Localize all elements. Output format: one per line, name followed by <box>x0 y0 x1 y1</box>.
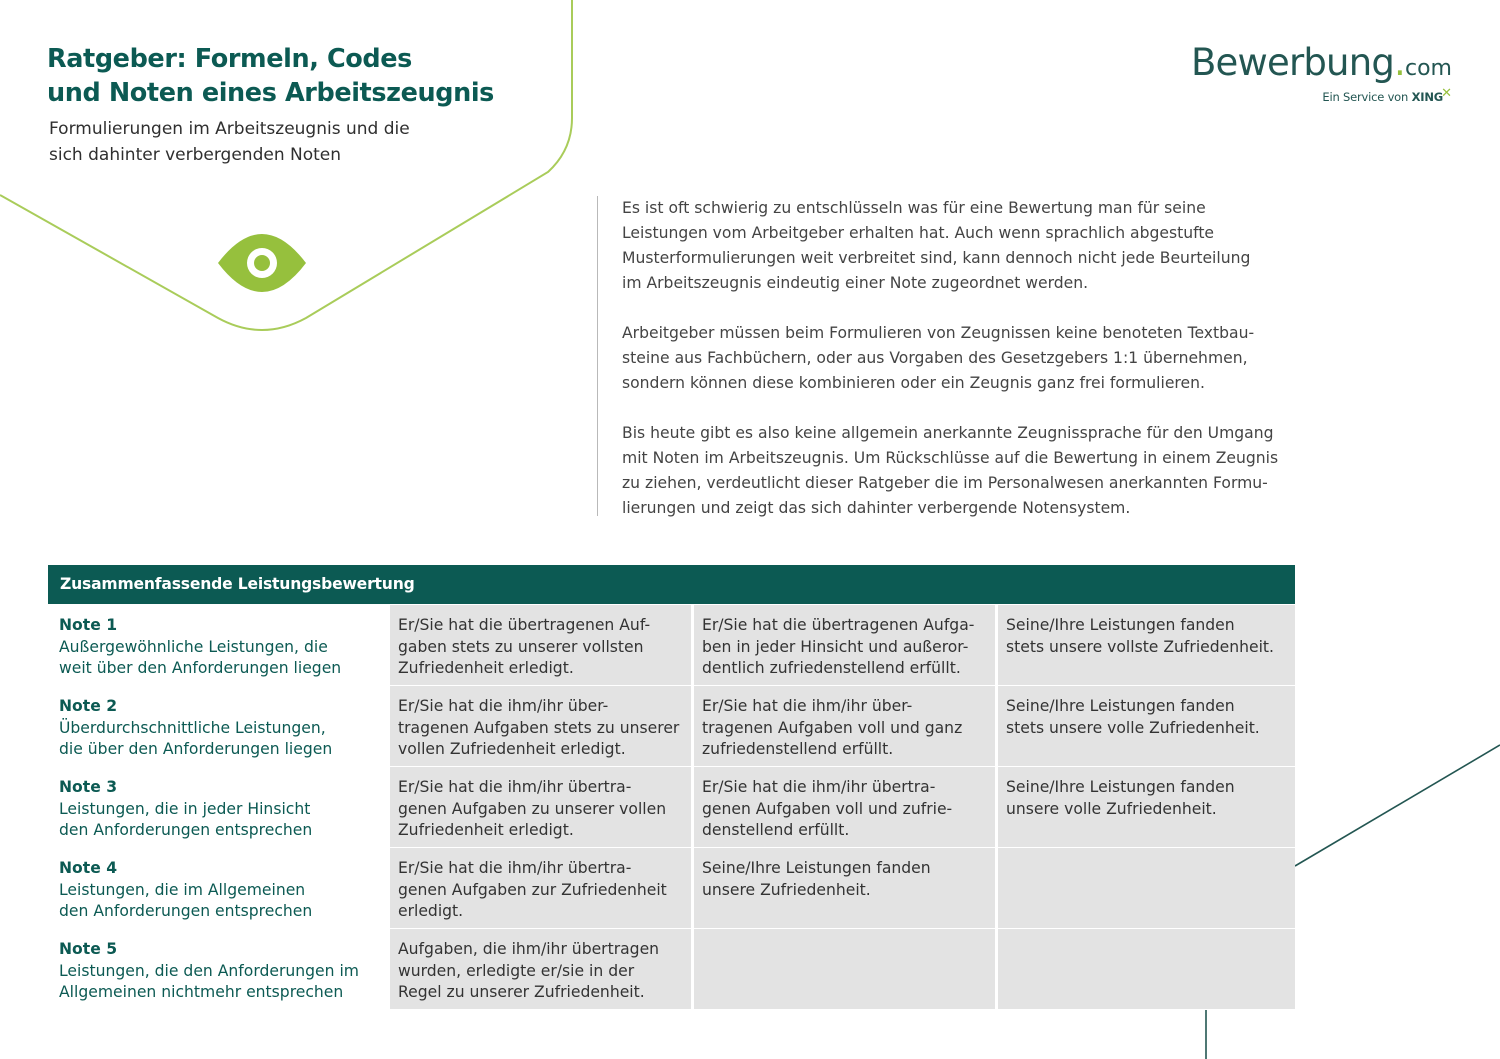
eye-icon <box>218 234 306 292</box>
table-cell: Er/Sie hat die ihm/ihr über- tragenen Aufgaben stets zu unserer vollen Zufriedenheit erledigt. <box>390 686 691 766</box>
table-cell: Seine/Ihre Leistungen fanden stets unsere volle Zufriedenheit. <box>998 686 1295 766</box>
note-title: Note 2 <box>59 697 118 715</box>
logo-name: Bewerbung <box>1190 41 1395 84</box>
table-cell: Er/Sie hat die übertragenen Auf- gaben stets zu unserer vollsten Zufriedenheit erledigt. <box>390 605 691 685</box>
diagonal-line <box>1295 745 1500 866</box>
row-label <box>59 615 394 680</box>
row-label <box>59 777 394 842</box>
note-description: Leistungen, die in jeder Hinsicht den Anforderungen entsprechen <box>59 799 313 839</box>
note-title: Note 1 <box>59 616 118 634</box>
table-cell: Seine/Ihre Leistungen fanden unsere volle Zufriedenheit. <box>998 767 1295 847</box>
xing-icon: ✕ <box>1441 86 1452 101</box>
table-row <box>48 686 1295 766</box>
note-description: Leistungen, die im Allgemeinen den Anforderungen entsprechen <box>59 880 313 920</box>
table-header: Zusammenfassende Leistungsbewertung <box>48 565 1295 604</box>
note-description: Überdurchschnittliche Leistungen, die über den Anforderungen liegen <box>59 718 333 758</box>
note-description: Leistungen, die den Anforderungen im Allgemeinen nichtmehr entsprechen <box>59 961 359 1001</box>
intro-paragraph: Bis heute gibt es also keine allgemein anerkannte Zeugnissprache für den Umgang mit Noten im Arbeitszeugnis. Um Rückschlüsse auf die Bewertung in einem Zeugnis zu ziehen, verdeutlicht dieser Ratgeber die im Personalwesen anerkannten Formu- lierungen und zeigt das sich dahinter verbergende Notensystem. <box>622 424 1279 517</box>
note-title: Note 3 <box>59 778 118 796</box>
intro-paragraph: Arbeitgeber müssen beim Formulieren von Zeugnissen keine benoteten Textbau- steine aus Fachbüchern, oder aus Vorgaben des Gesetzgebers 1:1 übernehmen, sondern können diese kombinieren oder ein Zeugnis ganz frei formulieren. <box>622 324 1255 392</box>
row-label <box>59 858 394 923</box>
table-cell: Er/Sie hat die ihm/ihr übertra- genen Aufgaben zur Zufriedenheit erledigt. <box>390 848 691 928</box>
row-label <box>59 939 394 1004</box>
logo-tagline-brand: XING <box>1411 90 1443 104</box>
intro-paragraph: Es ist oft schwierig zu entschlüsseln was für eine Bewertung man für seine Leistungen vom Arbeitgeber erhalten hat. Auch wenn sprachlich abgestufte Musterformulierungen weit verbreitet sind, kann dennoch nicht jede Beurteilung im Arbeitszeugnis eindeutig einer Note zugeordnet werden. <box>622 199 1251 292</box>
table-row <box>48 848 1295 928</box>
note-title: Note 4 <box>59 859 118 877</box>
logo-tagline <box>1322 90 1443 104</box>
logo-tagline-text: Ein Service von <box>1322 90 1409 104</box>
note-description: Außergewöhnliche Leistungen, die weit über den Anforderungen liegen <box>59 637 342 677</box>
table-cell: Er/Sie hat die ihm/ihr übertra- genen Aufgaben voll und zufrie- denstellend erfüllt. <box>694 767 995 847</box>
table-row <box>48 767 1295 847</box>
logo-tld: com <box>1405 56 1452 81</box>
page-subtitle: Formulierungen im Arbeitszeugnis und die sich dahinter verbergenden Noten <box>49 119 410 165</box>
page-title <box>47 42 494 110</box>
table-cell: Er/Sie hat die ihm/ihr über- tragenen Aufgaben voll und ganz zufriedenstellend erfüllt. <box>694 686 995 766</box>
intro-text <box>597 196 1297 516</box>
table-cell: Er/Sie hat die übertragenen Aufga- ben in jeder Hinsicht und außeror- dentlich zufriedenstellend erfüllt. <box>694 605 995 685</box>
table-row <box>48 605 1295 685</box>
bewerbung-logo[interactable] <box>1180 40 1455 110</box>
table-cell: Seine/Ihre Leistungen fanden unsere Zufriedenheit. <box>694 848 995 928</box>
note-title: Note 5 <box>59 940 118 958</box>
logo-wordmark <box>1191 40 1452 92</box>
table-cell: Er/Sie hat die ihm/ihr übertra- genen Aufgaben zu unserer vollen Zufriedenheit erledigt. <box>390 767 691 847</box>
table-cell: Seine/Ihre Leistungen fanden stets unsere vollste Zufriedenheit. <box>998 605 1295 685</box>
page-title-line2: und Noten eines Arbeitszeugnis <box>47 78 494 108</box>
table-cell <box>998 848 1295 928</box>
logo-dot: . <box>1394 41 1405 84</box>
row-label <box>59 696 394 761</box>
table-row <box>48 929 1295 1009</box>
page-title-line1: Ratgeber: Formeln, Codes <box>47 44 412 74</box>
table-cell <box>998 929 1295 1009</box>
table-cell <box>694 929 995 1009</box>
table-cell: Aufgaben, die ihm/ihr übertragen wurden, erledigte er/sie in der Regel zu unserer Zufriedenheit. <box>390 929 691 1009</box>
